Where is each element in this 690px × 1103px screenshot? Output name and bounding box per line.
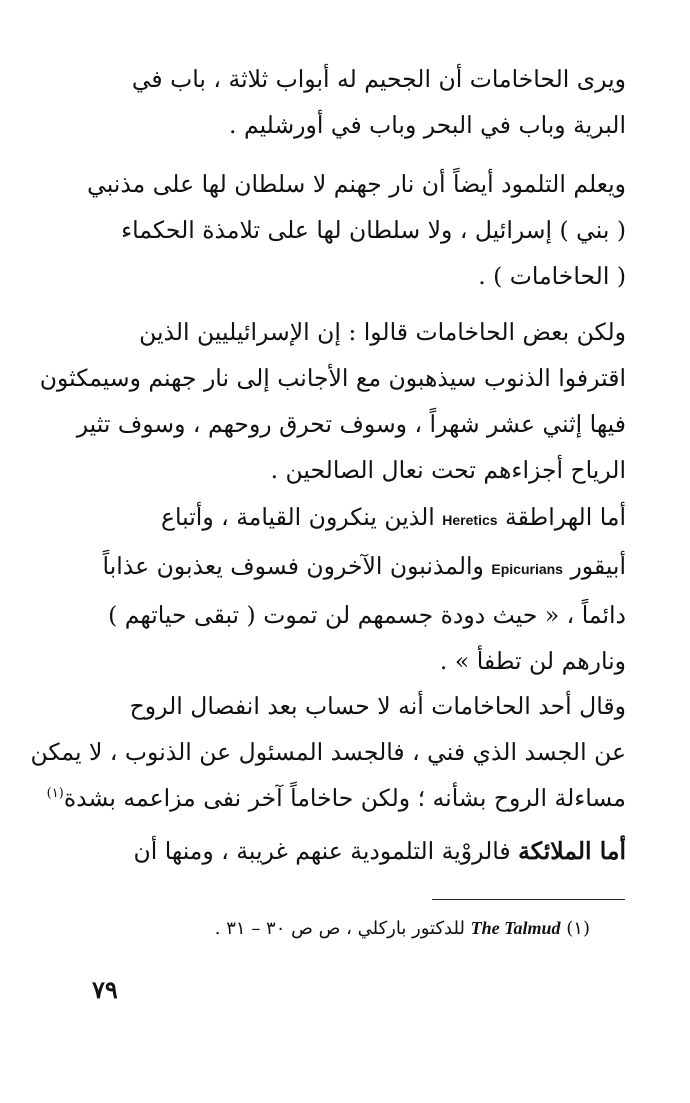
- text-line: [78, 494, 626, 543]
- text-line: ويرى الحاخامات أن الجحيم له أبواب ثلاثة ، باب في: [131, 65, 626, 93]
- paragraph-twelve-months: [39, 309, 626, 493]
- latin-term-heretics: Heretics: [442, 512, 498, 528]
- text-line: ونارهم لن تطفأ » .: [439, 647, 626, 675]
- text-line: ( الحاخامات ) .: [478, 262, 626, 290]
- paragraph-soul-body: [30, 683, 626, 821]
- text-line: وقال أحد الحاخامات أنه لا حساب بعد انفصال الروح: [129, 692, 626, 720]
- text-line: عن الجسد الذي فني ، فالجسد المسئول عن الذنوب ، لا يمكن: [30, 738, 626, 766]
- text-segment: مساءلة الروح بشأنه ؛ ولكن حاخاماً آخر نفى مزاعمه بشدة: [63, 784, 626, 812]
- paragraph-fire-no-power: [78, 161, 626, 299]
- text-line: الرياح أجزاءهم تحت نعال الصالحين .: [270, 456, 626, 484]
- text-line: ولكن بعض الحاخامات قالوا : إن الإسرائيليين الذين: [139, 318, 626, 346]
- text-segment: الذين ينكرون القيامة ، وأتباع: [160, 503, 435, 531]
- latin-term-epicurians: Epicurians: [491, 561, 563, 577]
- text-line: البرية وباب في البحر وباب في أورشليم .: [229, 111, 626, 139]
- footnote: [140, 913, 590, 944]
- text-segment: فالروْية التلمودية عنهم غريبة ، ومنها أن: [133, 837, 511, 865]
- footnote-text: للدكتور باركلي ، ص ص ٣٠ – ٣١ .: [214, 918, 465, 939]
- text-line: فيها إثني عشر شهراً ، وسوف تحرق روحهم ، وسوف تثير: [76, 410, 626, 438]
- text-segment: والمذنبون الآخرون فسوف يعذبون عذاباً: [102, 552, 484, 580]
- paragraph-hell-gates: [78, 56, 626, 148]
- text-segment: أما الهراطقة: [505, 503, 626, 531]
- text-line: [78, 828, 626, 874]
- text-line: ( بني ) إسرائيل ، ولا سلطان لها على تلامذة الحكماء: [121, 216, 626, 244]
- paragraph-angels: [78, 828, 626, 874]
- footnote-number: (١): [566, 918, 590, 939]
- text-line: دائماً ، « حيث دودة جسمهم لن تموت ( تبقى حياتهم ): [108, 601, 626, 629]
- text-segment: أبيقور: [570, 552, 626, 580]
- bold-heading-angels: أما الملائكة: [518, 837, 626, 865]
- footnote-reference[interactable]: (١): [46, 786, 64, 802]
- page-number: ٧٩: [92, 975, 118, 1004]
- footnote-book-title: The Talmud: [470, 918, 561, 938]
- text-line: [46, 775, 626, 821]
- footnote-divider: [432, 899, 625, 900]
- text-line: [78, 543, 626, 592]
- text-line: اقترفوا الذنوب سيذهبون مع الأجانب إلى نار جهنم وسيمكثون: [39, 364, 626, 392]
- text-line: ويعلم التلمود أيضاً أن نار جهنم لا سلطان لها على مذنبي: [87, 170, 626, 198]
- paragraph-heretics: [78, 494, 626, 684]
